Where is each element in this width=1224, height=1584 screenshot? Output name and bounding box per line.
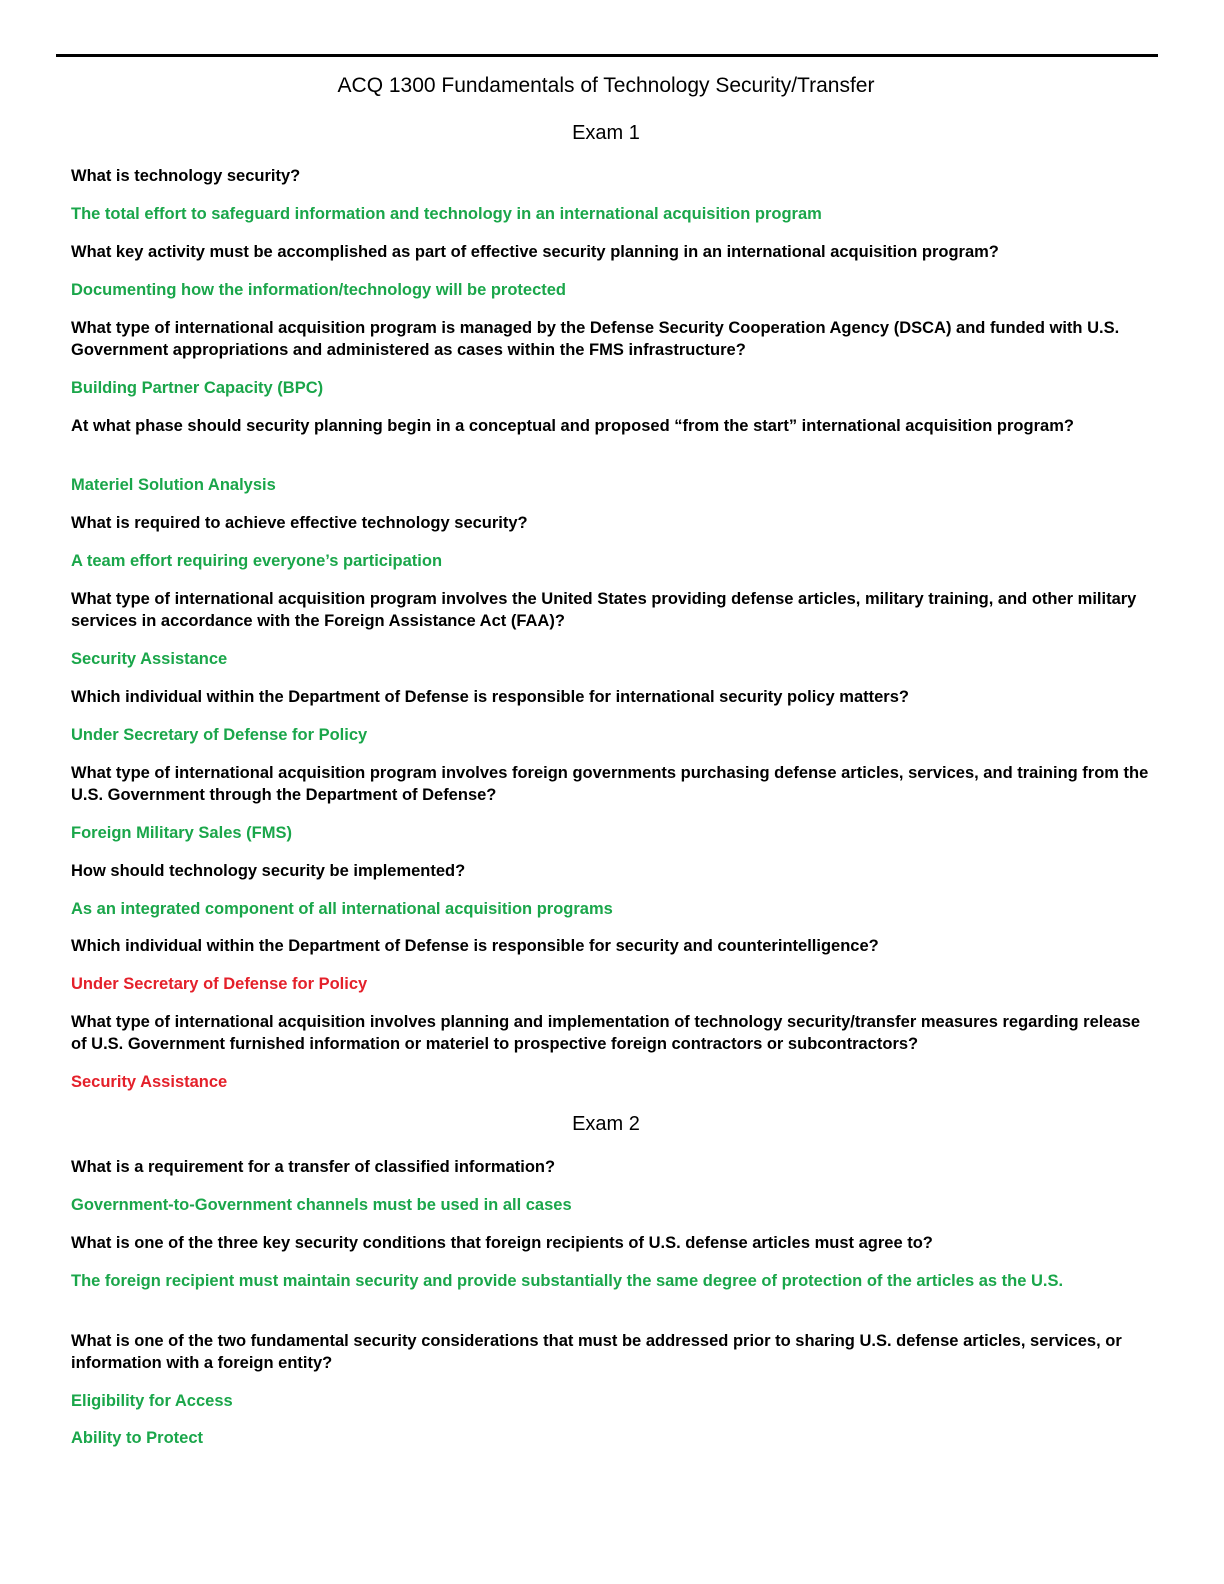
question: What is a requirement for a transfer of classified information?: [71, 1158, 556, 1176]
answer-correct: Materiel Solution Analysis: [71, 476, 276, 494]
answer-correct: The foreign recipient must maintain security and provide substantially the same degree of protection of the articles as the U.S.: [71, 1272, 1064, 1290]
answer-correct: As an integrated component of all international acquisition programs: [71, 900, 613, 918]
question: What type of international acquisition involves planning and implementation of technology security/transfer measures regarding release of U.S. Government furnished information or materiel to prospective foreign contractors or subcontractors?: [71, 1013, 1141, 1053]
question: What is technology security?: [71, 167, 301, 185]
question: Which individual within the Department of Defense is responsible for security and counterintelligence?: [71, 937, 879, 955]
question: What type of international acquisition program is managed by the Defense Security Cooperation Agency (DSCA) and funded with U.S. Government appropriations and administered as cases within the FMS infrastructure?: [71, 319, 1120, 359]
answer-correct: Foreign Military Sales (FMS): [71, 824, 292, 842]
exam2-heading: Exam 2: [572, 1113, 640, 1135]
question: What type of international acquisition program involves foreign governments purchasing defense articles, services, and training from the U.S. Government through the Department of Defense?: [71, 764, 1149, 804]
answer-correct: Security Assistance: [71, 650, 228, 668]
question: What key activity must be accomplished as part of effective security planning in an international acquisition program?: [71, 243, 999, 261]
exam1-heading: Exam 1: [572, 122, 640, 144]
answer-correct: Government-to-Government channels must be used in all cases: [71, 1196, 572, 1214]
answer-correct: Documenting how the information/technology will be protected: [71, 281, 567, 299]
answer-correct: Eligibility for Access: [71, 1392, 233, 1410]
question: What type of international acquisition program involves the United States providing defense articles, military training, and other military services in accordance with the Foreign Assistance Act (FAA)?: [71, 590, 1137, 630]
answer-correct: Under Secretary of Defense for Policy: [71, 726, 368, 744]
question: What is one of the two fundamental security considerations that must be addressed prior to sharing U.S. defense articles, services, or information with a foreign entity?: [71, 1332, 1122, 1372]
question: What is required to achieve effective technology security?: [71, 514, 528, 532]
answer-incorrect: Security Assistance: [71, 1073, 228, 1091]
top-rule: [56, 54, 1158, 57]
question: What is one of the three key security conditions that foreign recipients of U.S. defense articles must agree to?: [71, 1234, 933, 1252]
answer-incorrect: Under Secretary of Defense for Policy: [71, 975, 368, 993]
question: How should technology security be implemented?: [71, 862, 466, 880]
question: At what phase should security planning begin in a conceptual and proposed “from the start” international acquisition program?: [71, 417, 1074, 435]
question: Which individual within the Department of Defense is responsible for international security policy matters?: [71, 688, 909, 706]
document-title: ACQ 1300 Fundamentals of Technology Security/Transfer: [337, 74, 875, 97]
answer-correct: A team effort requiring everyone’s participation: [71, 552, 443, 570]
answer-correct: Building Partner Capacity (BPC): [71, 379, 324, 397]
answer-correct: The total effort to safeguard information and technology in an international acquisition program: [71, 205, 822, 223]
answer-correct: Ability to Protect: [71, 1429, 204, 1447]
